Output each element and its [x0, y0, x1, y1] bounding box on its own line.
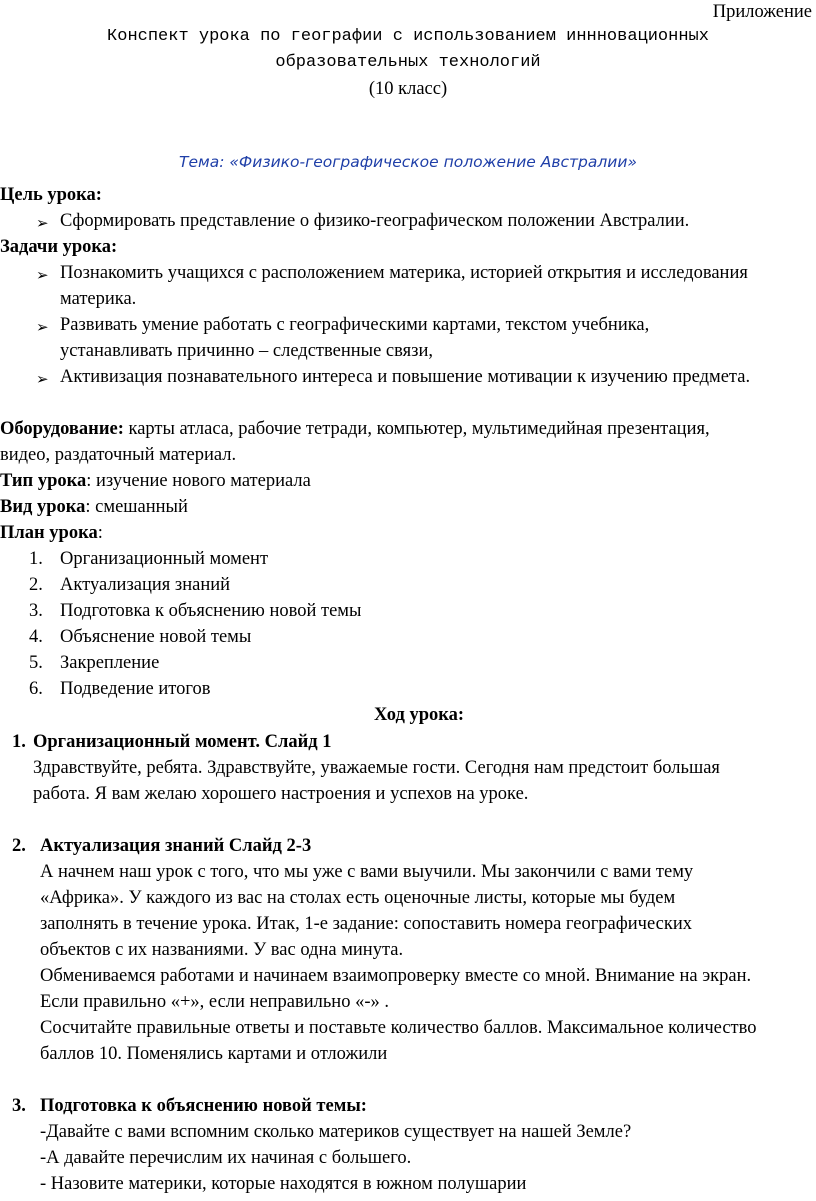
plan-item-num: 6.: [29, 679, 43, 699]
section-text: -Давайте с вами вспомним сколько материков существует на нашей Земле?: [40, 1122, 632, 1142]
section-text: -А давайте перечислим их начиная с большего.: [40, 1148, 412, 1168]
task-item-1-line1: Познакомить учащихся с расположением материка, историей открытия и исследования: [60, 263, 748, 283]
arrow-bullet-icon: ➢: [36, 320, 49, 336]
plan-item: Организационный момент: [60, 549, 269, 569]
task-item-3: Активизация познавательного интереса и повышение мотивации к изучению предмета.: [60, 367, 751, 387]
plan-item-num: 4.: [29, 627, 43, 647]
plan-heading: План урока:: [0, 523, 103, 543]
lesson-type-label: Тип урока: [0, 471, 87, 491]
equipment-line2: видео, раздаточный материал.: [0, 445, 237, 465]
tasks-heading: Задачи урока:: [0, 237, 118, 257]
section-num: 3.: [12, 1096, 26, 1116]
plan-item-num: 1.: [29, 549, 43, 569]
section-heading: Актуализация знаний Слайд 2-3: [40, 836, 312, 856]
section-num: 1.: [12, 732, 26, 752]
lesson-type: [0, 471, 311, 492]
lesson-kind-label: Вид урока: [0, 497, 86, 517]
arrow-bullet-icon: ➢: [36, 268, 49, 284]
equipment-text: карты атласа, рабочие тетради, компьютер, мультимедийная презентация,: [123, 419, 710, 439]
grade-label: (10 класс): [368, 79, 448, 99]
task-item-1-line2: материка.: [60, 289, 137, 309]
section-text: объектов с их названиями. У вас одна минута.: [40, 940, 404, 960]
arrow-bullet-icon: ➢: [36, 372, 49, 388]
lesson-theme: Тема: «Физико-географическое положение Австралии»: [179, 153, 637, 171]
plan-item-num: 2.: [29, 575, 43, 595]
section-text: А начнем наш урок с того, что мы уже с вами выучили. Мы закончили с вами тему: [40, 862, 694, 882]
section-text: - Назовите материки, которые находятся в южном полушарии: [40, 1174, 527, 1194]
plan-item: Подготовка к объяснению новой темы: [60, 601, 362, 621]
arrow-bullet-icon: ➢: [36, 216, 49, 232]
document-title-line2: образовательных технологий: [275, 53, 541, 72]
section-heading: Подготовка к объяснению новой темы:: [40, 1096, 367, 1116]
section-num: 2.: [12, 836, 26, 856]
section-text: Если правильно «+», если неправильно «-» .: [40, 992, 389, 1012]
plan-item-num: 5.: [29, 653, 43, 673]
lesson-kind: [0, 497, 188, 518]
plan-item: Объяснение новой темы: [60, 627, 252, 647]
document-title-line1: Конспект урока по географии с использованием иннновационных: [107, 27, 709, 46]
plan-item-num: 3.: [29, 601, 43, 621]
section-text: заполнять в течение урока. Итак, 1-е задание: сопоставить номера географических: [40, 914, 692, 934]
section-text: Здравствуйте, ребята. Здравствуйте, уважаемые гости. Сегодня нам предстоит большая: [33, 758, 720, 778]
equipment-line1: [0, 419, 710, 440]
goal-heading: Цель урока:: [0, 185, 102, 205]
appendix-label: Приложение: [712, 2, 812, 22]
section-text: баллов 10. Поменялись картами и отложили: [40, 1044, 388, 1064]
task-item-2-line2: устанавливать причинно – следственные связи,: [60, 341, 433, 361]
equipment-label: Оборудование:: [0, 419, 124, 439]
plan-item: Подведение итогов: [60, 679, 211, 699]
section-text: Обмениваемся работами и начинаем взаимопроверку вместе со мной. Внимание на экран.: [40, 966, 752, 986]
section-text: Сосчитайте правильные ответы и поставьте количество баллов. Максимальное количество: [40, 1018, 757, 1038]
task-item-2-line1: Развивать умение работать с географическими картами, текстом учебника,: [60, 315, 650, 335]
lesson-type-text: : изучение нового материала: [86, 471, 311, 491]
goal-item: Сформировать представление о физико-географическом положении Австралии.: [60, 211, 690, 231]
section-text: работа. Я вам желаю хорошего настроения и успехов на уроке.: [33, 784, 529, 804]
plan-item: Закрепление: [60, 653, 160, 673]
section-text: «Африка». У каждого из вас на столах есть оценочные листы, которые мы будем: [40, 888, 676, 908]
plan-item: Актуализация знаний: [60, 575, 231, 595]
plan-label: План урока: [0, 523, 98, 543]
course-heading: Ход урока:: [374, 705, 465, 725]
lesson-kind-text: : смешанный: [85, 497, 188, 517]
section-heading: Организационный момент. Слайд 1: [33, 732, 332, 752]
